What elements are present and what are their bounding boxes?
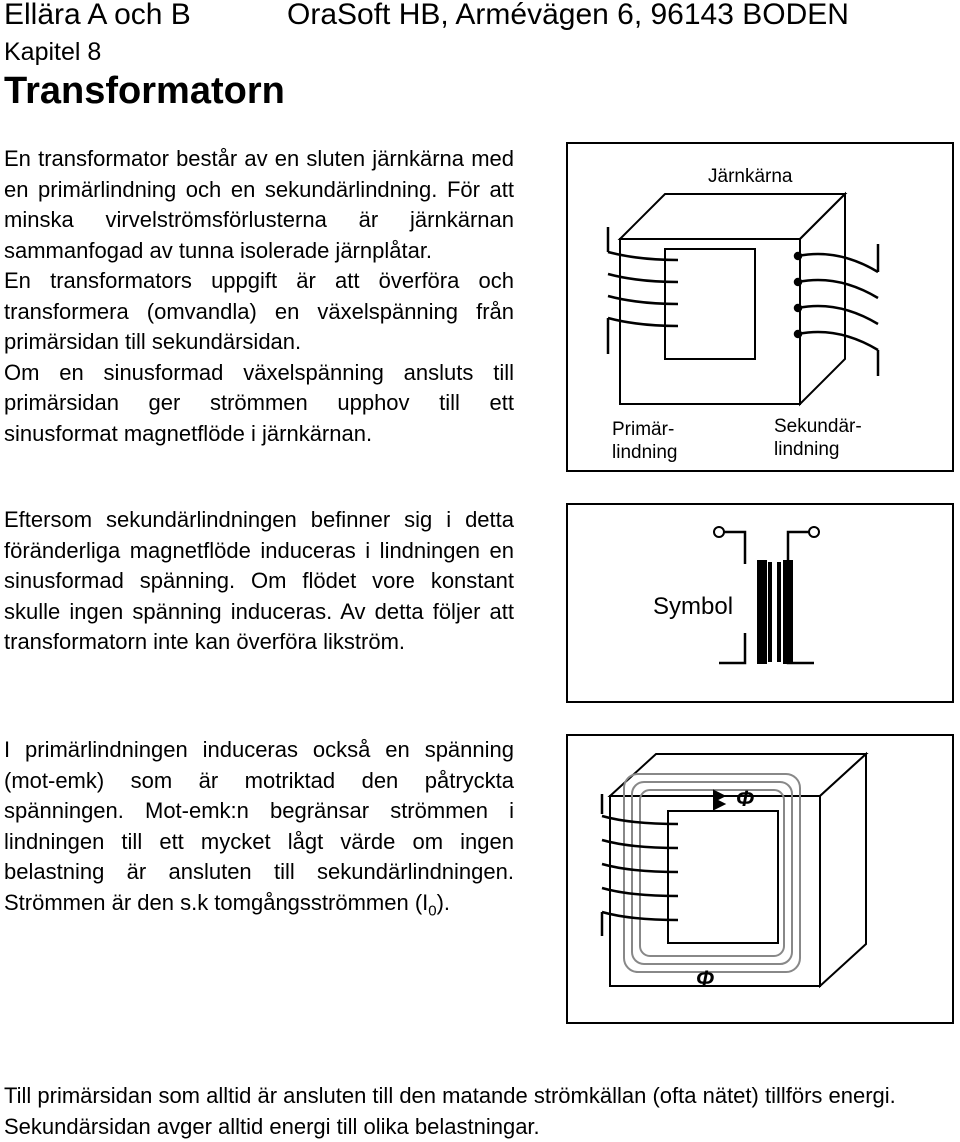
- page-title: Transformatorn: [4, 70, 285, 112]
- secondary-label-line2: lindning: [774, 439, 840, 460]
- paragraph-1: En transformator består av en sluten järnkärna med en primärlindning och en sekundärlindning. För att minska virvelströmsförlusterna är järnkärnan sammanfogad av tunna isolerade järnplåtar.: [4, 146, 514, 263]
- transformer-symbol: [568, 505, 956, 705]
- paragraph-5-text: I primärlindningen induceras också en spänning (mot-emk) som är motriktad den påtryckta spänningen. Mot-emk:n begränsar strömmen i lindningen till ett mycket lågt värde om ingen belastning är ansluten till sekundärlindningen. Strömmen är den s.k tomgångsströmmen (I: [4, 737, 514, 915]
- transformer-figure: [566, 142, 954, 472]
- back-emf-text: [4, 735, 514, 926]
- header-right: OraSoft HB, Armévägen 6, 96143 BODEN: [287, 0, 849, 31]
- flux-symbol-top: Φ: [736, 786, 755, 811]
- symbol-figure: [566, 503, 954, 703]
- paragraph-3: Om en sinusformad växelspänning ansluts till primärsidan ger strömmen upphov till ett sinusformat magnetflöde i järnkärnan.: [4, 359, 514, 446]
- core-label: Järnkärna: [708, 166, 793, 187]
- flux-symbol-bottom: Φ: [696, 966, 715, 991]
- paragraph-2: En transformators uppgift är att överföra och transformera (omvandla) en växelspänning från primärsidan till sekundärsidan.: [4, 268, 514, 354]
- secondary-label-line1: Sekundär-: [774, 416, 862, 437]
- intro-text: [4, 144, 514, 449]
- footer-text: Till primärsidan som alltid är ansluten till den matande strömkällan (ofta nätet) tillförs energi. Sekundärsidan avger alltid energi till olika belastningar.: [4, 1083, 896, 1139]
- symbol-label: Symbol: [653, 593, 734, 620]
- primary-label-line2: lindning: [612, 442, 678, 463]
- flux-figure: [566, 734, 954, 1024]
- induction-text: [4, 505, 514, 658]
- paragraph-5: [4, 735, 514, 926]
- flux-drawing: [568, 736, 956, 1026]
- paragraph-5-subscript: 0: [428, 901, 437, 919]
- paragraph-5-end: ).: [436, 889, 451, 915]
- paragraph-4: Eftersom sekundärlindningen befinner sig i detta föränderliga magnetflöde induceras i lindningen en sinusformad spänning. Om flödet vore konstant skulle ingen spänning induceras. Av detta följer att transformatorn inte kan överföra likström.: [4, 507, 514, 654]
- chapter-label: Kapitel 8: [4, 38, 102, 66]
- header-left: Ellära A och B: [4, 0, 191, 31]
- primary-label-line1: Primär-: [612, 419, 675, 440]
